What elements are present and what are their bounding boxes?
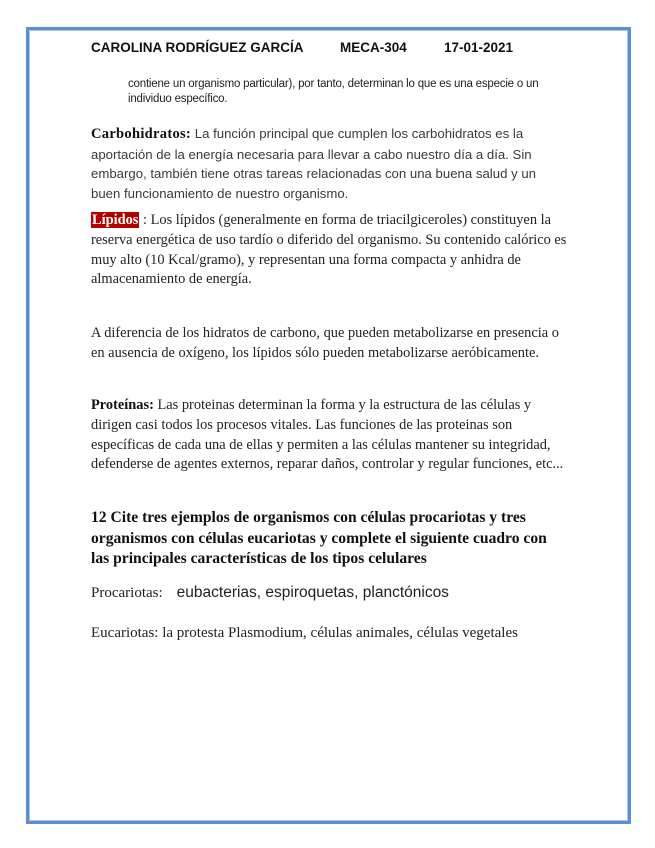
eucariotas-line <box>91 623 567 643</box>
diferencia-paragraph: A diferencia de los hidratos de carbono, que pueden metabolizarse en presencia o en ausencia de oxígeno, los lípidos sólo pueden metabolizarse aeróbicamente. <box>91 325 559 361</box>
procariotas-line <box>91 583 567 603</box>
proteinas-paragraph <box>91 396 567 475</box>
continuation-text: contiene un organismo particular), por tanto, determinan lo que es una especie o un individuo específico. <box>128 78 539 105</box>
course-code: MECA-304 <box>340 40 407 55</box>
document-date: 17-01-2021 <box>444 40 514 55</box>
carbohidratos-text: La función principal que cumplen los carbohidratos es la aportación de la energía necesaria para llevar a cabo nuestro día a día. Sin embargo, también tiene otras tareas relacionadas con una buena salud y un buen funcionamiento de nuestro organismo. <box>91 126 537 201</box>
proteinas-term: Proteínas: <box>91 397 154 413</box>
eucariotas-value: la protesta Plasmodium, células animales, células vegetales <box>158 625 518 641</box>
carbohidratos-term: Carbohidratos: <box>91 126 192 142</box>
carbohidratos-paragraph <box>91 124 567 203</box>
eucariotas-label: Eucariotas: <box>91 625 159 641</box>
question-12: 12 Cite tres ejemplos de organismos con células procariotas y tres organismos con células eucariotas y complete el siguiente cuadro con las principales características de los tipos celulares <box>91 509 547 567</box>
lipidos-text: : Los lípidos (generalmente en forma de triacilgiceroles) constituyen la reserva energética de uso tardío o diferido del organismo. Su contenido calórico es muy alto (10 Kcal/gramo), y representan una forma compacta y anhidra de almacenamiento de energía. <box>91 212 567 288</box>
lipidos-term: Lípidos <box>92 212 139 228</box>
student-name: CAROLINA RODRÍGUEZ GARCÍA <box>91 40 304 55</box>
document-header <box>91 40 551 55</box>
procariotas-label: Procariotas: <box>91 585 163 601</box>
procariotas-value: eubacterias, espiroquetas, planctónicos <box>176 584 449 601</box>
lipidos-paragraph <box>91 211 567 290</box>
proteinas-text: Las proteinas determinan la forma y la estructura de las células y dirigen casi todos los procesos vitales. Las funciones de las proteinas son específicas de cada una de ellas y permiten a las células mantener su integridad, defenderse de agentes externos, reparar daños, controlar y regular funciones, etc... <box>91 397 564 473</box>
